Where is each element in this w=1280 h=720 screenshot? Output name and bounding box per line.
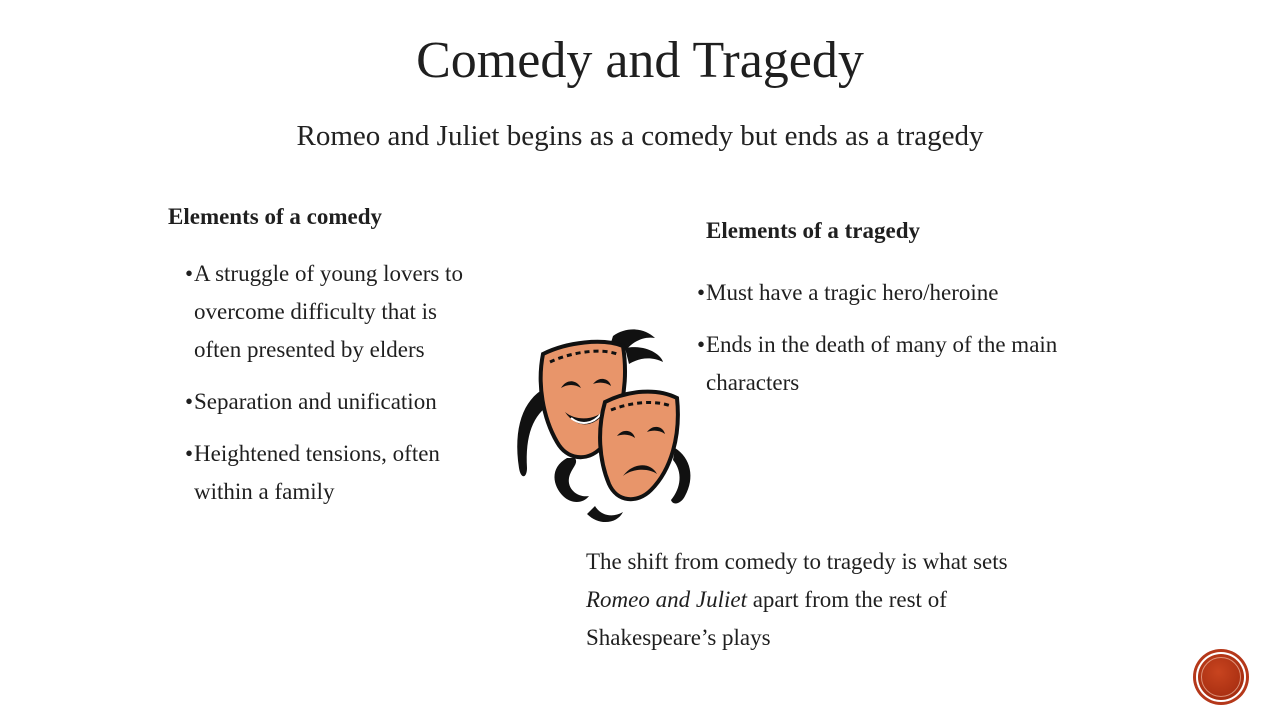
note-text-end: apart from the rest of Shakespeare’s plays: [586, 587, 947, 650]
list-item: • Separation and unification: [194, 383, 484, 421]
tragedy-heading: Elements of a tragedy: [706, 218, 920, 243]
tragedy-mask: [600, 392, 678, 500]
list-item: • A struggle of young lovers to overcome difficulty that is often presented by elders: [194, 255, 484, 369]
comedy-tragedy-note: [586, 543, 1066, 657]
slide-title: Comedy and Tragedy: [416, 32, 864, 89]
slide-subtitle: Romeo and Juliet begins as a comedy but ends as a tragedy: [296, 120, 984, 152]
comedy-tragedy-masks-icon: [505, 318, 700, 528]
comedy-heading: Elements of a comedy: [168, 204, 382, 229]
comedy-elements-list: [194, 255, 484, 525]
tragedy-elements-list: [706, 274, 1076, 416]
note-text-start: The shift from comedy to tragedy is what sets: [586, 549, 1008, 574]
slide-nav-button[interactable]: [1196, 652, 1246, 702]
list-item: • Must have a tragic hero/heroine: [706, 274, 1076, 312]
list-item: • Heightened tensions, often within a family: [194, 435, 484, 511]
note-play-title: Romeo and Juliet: [586, 587, 747, 612]
list-item: • Ends in the death of many of the main characters: [706, 326, 1076, 402]
